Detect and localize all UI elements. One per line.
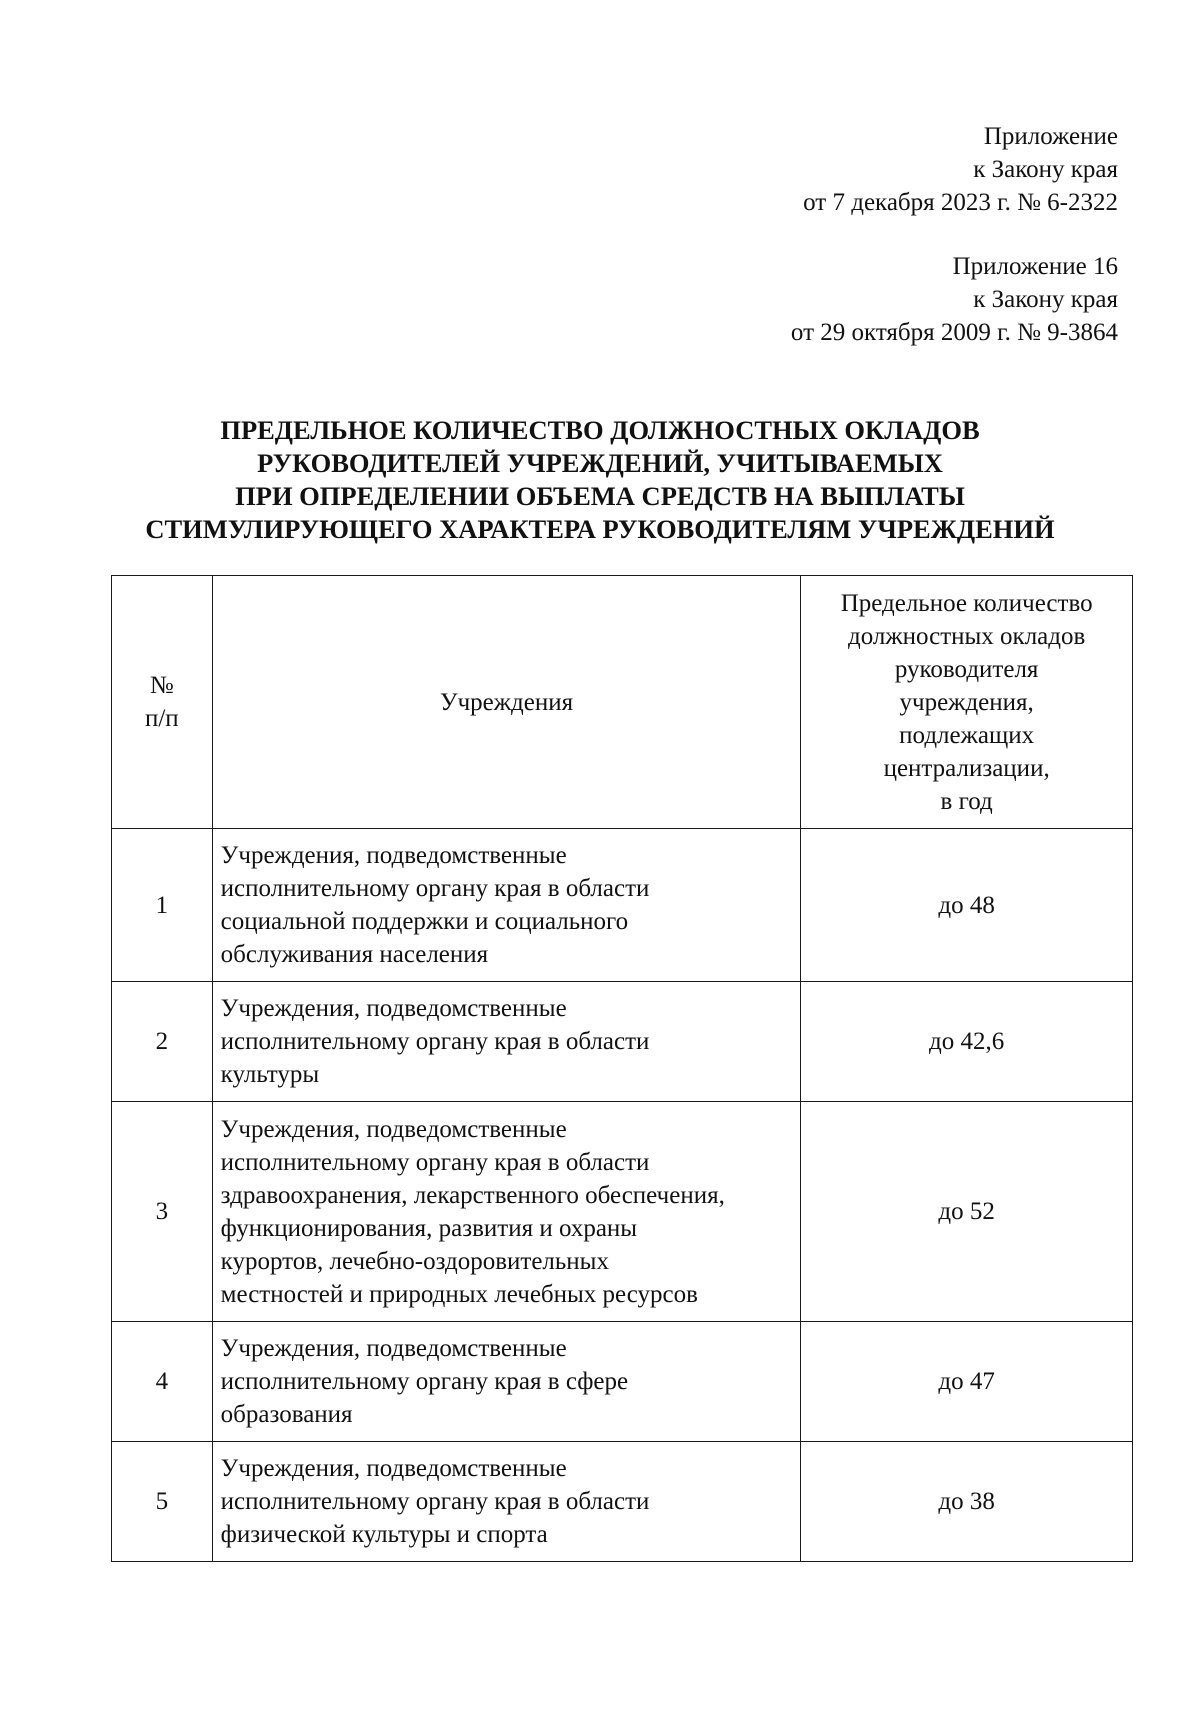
institution-line: местностей и природных лечебных ресурсов <box>220 1280 698 1308</box>
appendix-current-line2: к Закону края <box>973 156 1118 183</box>
table-row <box>112 982 1133 1102</box>
row-institution <box>212 1322 801 1442</box>
table-header-row <box>112 576 1133 829</box>
title-line-2: РУКОВОДИТЕЛЕЙ УЧРЕЖДЕНИЙ, УЧИТЫВАЕМЫХ <box>257 448 943 478</box>
institution-line: исполнительному органу края в области <box>220 1148 650 1176</box>
row-number: 3 <box>112 1102 213 1322</box>
row-number: 5 <box>112 1442 213 1562</box>
header-value-line: руководителя <box>894 655 1039 683</box>
institution-line: культуры <box>220 1061 320 1088</box>
institution-line: здравоохранения, лекарственного обеспечения, <box>220 1181 725 1209</box>
institution-line: обслуживания населения <box>220 941 489 968</box>
table-row <box>112 829 1133 982</box>
appendix-original-line3: от 29 октября 2009 г. № 9-3864 <box>790 319 1118 346</box>
appendix-current-header <box>803 120 1118 219</box>
row-limit-value: до 52 <box>801 1102 1133 1322</box>
institution-line: образования <box>220 1401 353 1428</box>
header-value-line: централизации, <box>883 754 1050 782</box>
appendix-current-line3: от 7 декабря 2023 г. № 6-2322 <box>803 189 1118 216</box>
institution-line: Учреждения, подведомственные <box>220 1455 567 1482</box>
header-num-symbol: № <box>149 672 174 699</box>
header-value-line: подлежащих <box>899 721 1035 749</box>
document-title <box>100 414 1100 546</box>
row-number: 1 <box>112 829 213 982</box>
appendix-original-header <box>791 250 1118 349</box>
institution-line: Учреждения, подведомственные <box>220 1115 567 1143</box>
row-institution <box>212 982 801 1102</box>
row-number: 2 <box>112 982 213 1102</box>
appendix-original-line2: к Закону края <box>973 286 1118 313</box>
header-value-line: Предельное количество <box>840 589 1093 617</box>
header-value-line: должностных окладов <box>847 622 1086 650</box>
header-num-cell <box>112 576 213 829</box>
institution-line: функционирования, развития и охраны <box>220 1214 638 1242</box>
institution-line: Учреждения, подведомственные <box>220 995 567 1022</box>
institution-line: социальной поддержки и социального <box>220 908 629 935</box>
institution-line: курортов, лечебно-оздоровительных <box>220 1247 609 1275</box>
row-limit-value: до 42,6 <box>801 982 1133 1102</box>
limits-table <box>111 575 1133 1562</box>
header-num-abbr: п/п <box>144 705 179 732</box>
header-value-cell <box>801 576 1133 829</box>
row-institution <box>212 1102 801 1322</box>
header-name-label: Учреждения <box>439 688 574 716</box>
table-row <box>112 1442 1133 1562</box>
institution-line: исполнительному органу края в области <box>220 875 650 902</box>
institution-line: физической культуры и спорта <box>220 1521 548 1548</box>
row-limit-value: до 38 <box>801 1442 1133 1562</box>
header-value-line: учреждения, <box>899 688 1034 716</box>
header-name-cell <box>212 576 801 829</box>
row-limit-value: до 48 <box>801 829 1133 982</box>
institution-line: исполнительному органу края в области <box>220 1488 650 1515</box>
institution-line: исполнительному органу края в сфере <box>220 1368 629 1395</box>
row-institution <box>212 1442 801 1562</box>
title-line-4: СТИМУЛИРУЮЩЕГО ХАРАКТЕРА РУКОВОДИТЕЛЯМ УЧРЕЖДЕНИЙ <box>145 514 1055 544</box>
title-line-1: ПРЕДЕЛЬНОЕ КОЛИЧЕСТВО ДОЛЖНОСТНЫХ ОКЛАДОВ <box>220 415 980 445</box>
row-limit-value: до 47 <box>801 1322 1133 1442</box>
title-line-3: ПРИ ОПРЕДЕЛЕНИИ ОБЪЕМА СРЕДСТВ НА ВЫПЛАТЫ <box>235 481 965 511</box>
table-row <box>112 1102 1133 1322</box>
appendix-original-line1: Приложение 16 <box>952 253 1118 280</box>
institution-line: Учреждения, подведомственные <box>220 842 567 869</box>
institution-line: Учреждения, подведомственные <box>220 1335 567 1362</box>
row-institution <box>212 829 801 982</box>
table-row <box>112 1322 1133 1442</box>
row-number: 4 <box>112 1322 213 1442</box>
institution-line: исполнительному органу края в области <box>220 1028 650 1055</box>
appendix-current-line1: Приложение <box>983 123 1118 150</box>
header-value-line: в год <box>940 787 993 815</box>
